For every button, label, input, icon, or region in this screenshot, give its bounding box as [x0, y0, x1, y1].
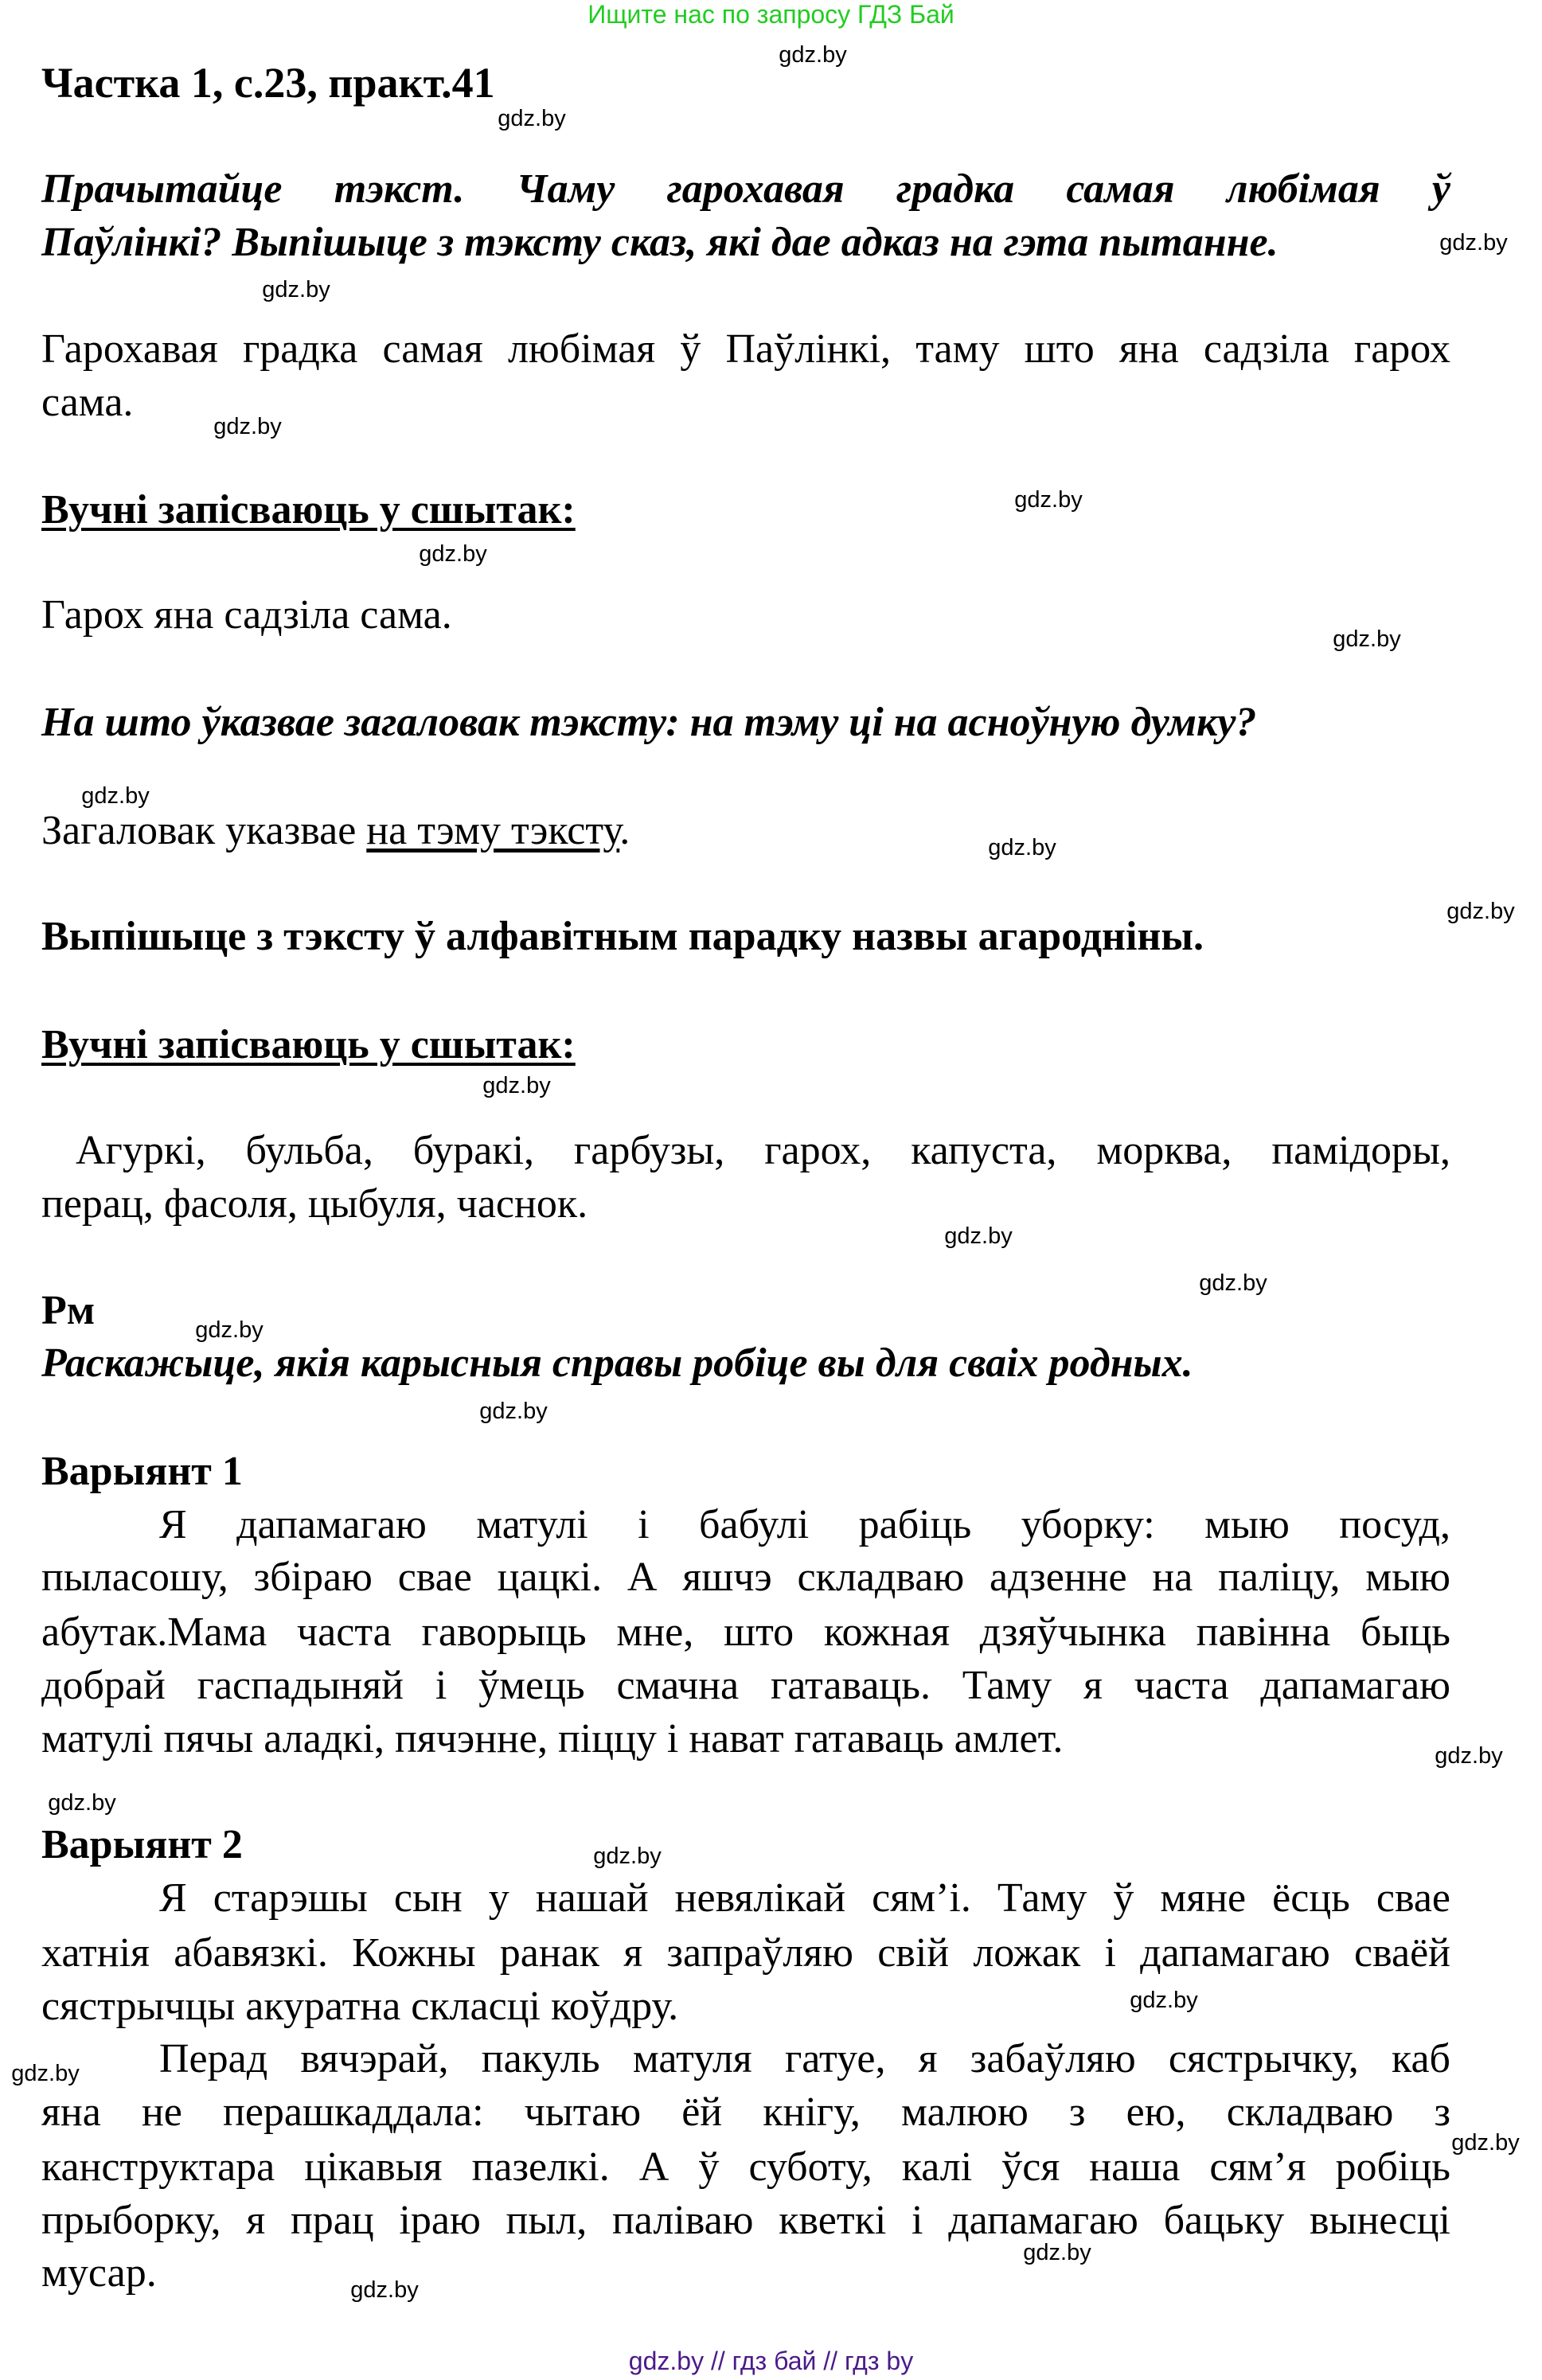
variant2-line: мусар.: [41, 2250, 157, 2296]
watermark-text: gdz.by: [482, 1073, 551, 1098]
variant2-line: яна не перашкаддала: чытаю ёй кнігу, малюю з ею, складваю з: [41, 2089, 1450, 2135]
search-banner[interactable]: Ищите нас по запросу ГДЗ Бай: [588, 0, 954, 29]
notebook-label: Вучні запісваюць у сшытак:: [41, 1022, 576, 1067]
answer-prefix: Загаловак указвае: [41, 808, 367, 853]
watermark-text: gdz.by: [1130, 1988, 1198, 2013]
task1-question-line: Паўлінкі? Выпішыце з тэксту сказ, які дае адказ на гэта пытанне.: [41, 220, 1278, 265]
variant1-line: абутак.Мама часта гаворыць мне, што кожная дзяўчынка павінна быць: [41, 1609, 1450, 1655]
variant2-title: Варыянт 2: [41, 1822, 243, 1867]
page-title: Частка 1, с.23, практ.41: [41, 59, 495, 107]
task1-question-line: Прачытайце тэкст. Чаму гарохавая градка самая любімая ў: [41, 166, 1450, 212]
vegetable-list-line: Агуркі, бульба, буракі, гарбузы, гарох, капуста, морква, памідоры,: [76, 1128, 1450, 1173]
variant2-line: канструктара цікавыя пазелкі. А ў суботу, калі ўся наша сям’я робіць: [41, 2144, 1450, 2190]
watermark-text: gdz.by: [419, 541, 487, 567]
watermark-text: gdz.by: [11, 2061, 80, 2086]
variant1-line: добрай гаспадыняй і ўмець смачна гатаваць. Таму я часта дапамагаю: [41, 1663, 1450, 1708]
watermark-text: gdz.by: [1439, 230, 1508, 256]
notebook-label: Вучні запісваюць у сшытак:: [41, 487, 576, 533]
watermark-text: gdz.by: [479, 1399, 548, 1424]
vegetable-list-line: перац, фасоля, цыбуля, часнок.: [41, 1181, 588, 1227]
answer-underlined: на тэму тэксту: [366, 808, 620, 853]
task3-question: Выпішыце з тэксту ў алфавітным парадку назвы агародніны.: [41, 914, 1204, 959]
variant1-title: Варыянт 1: [41, 1449, 243, 1494]
watermark-text: gdz.by: [498, 106, 566, 131]
watermark-text: gdz.by: [1446, 899, 1515, 924]
variant2-line: Перад вячэрай, пакуль матуля гатуе, я забаўляю сястрычку, каб: [159, 2036, 1450, 2082]
watermark-text: gdz.by: [195, 1317, 264, 1343]
task1-answer-line: Гарохавая градка самая любімая ў Паўлінкі, таму што яна садзіла гарох: [41, 326, 1450, 372]
footer-links[interactable]: gdz.by // гдз бай // гдз by: [628, 2347, 914, 2375]
watermark-text: gdz.by: [48, 1790, 116, 1816]
task2-question: На што ўказвае загаловак тэксту: на тэму ці на асноўную думку?: [41, 700, 1257, 745]
variant2-line: хатнія абавязкі. Кожны ранак я запраўляю свій ложак і дапамагаю сваёй: [41, 1930, 1450, 1976]
answer-suffix: .: [619, 808, 630, 853]
watermark-text: gdz.by: [1333, 626, 1401, 652]
watermark-text: gdz.by: [593, 1844, 662, 1869]
variant2-line: сястрычцы акуратна скласці коўдру.: [41, 1984, 679, 2029]
variant2-line: прыборку, я прац іраю пыл, паліваю кветкі і дапамагаю бацьку вынесці: [41, 2198, 1450, 2243]
watermark-text: gdz.by: [262, 277, 330, 302]
watermark-text: gdz.by: [1435, 1743, 1503, 1769]
watermark-text: gdz.by: [988, 835, 1056, 860]
watermark-text: gdz.by: [779, 42, 847, 68]
watermark-text: gdz.by: [1023, 2240, 1091, 2265]
watermark-text: gdz.by: [1199, 1270, 1267, 1296]
watermark-text: gdz.by: [350, 2277, 419, 2303]
task4-question: Раскажыце, якія карысныя справы робіце вы для сваіх родных.: [41, 1340, 1193, 1386]
watermark-text: gdz.by: [213, 414, 282, 439]
watermark-text: gdz.by: [1451, 2130, 1520, 2156]
task4-label: Рм: [41, 1288, 96, 1333]
task2-answer: [41, 804, 1450, 857]
watermark-text: gdz.by: [944, 1223, 1013, 1249]
notebook-text: Гарох яна садзіла сама.: [41, 592, 452, 638]
variant1-line: матулі пячы аладкі, пячэнне, піццу і нават гатаваць амлет.: [41, 1716, 1064, 1762]
watermark-text: gdz.by: [81, 783, 150, 809]
watermark-text: gdz.by: [1014, 487, 1083, 513]
task1-answer-line: сама.: [41, 380, 134, 425]
variant1-line: Я дапамагаю матулі і бабулі рабіць уборку: мыю посуд,: [159, 1502, 1450, 1547]
variant2-line: Я старэшы сын у нашай невялікай сям’і. Таму ў мяне ёсць свае: [159, 1875, 1450, 1921]
variant1-line: пыласошу, збіраю свае цацкі. А яшчэ складваю адзенне на паліцу, мыю: [41, 1555, 1450, 1600]
